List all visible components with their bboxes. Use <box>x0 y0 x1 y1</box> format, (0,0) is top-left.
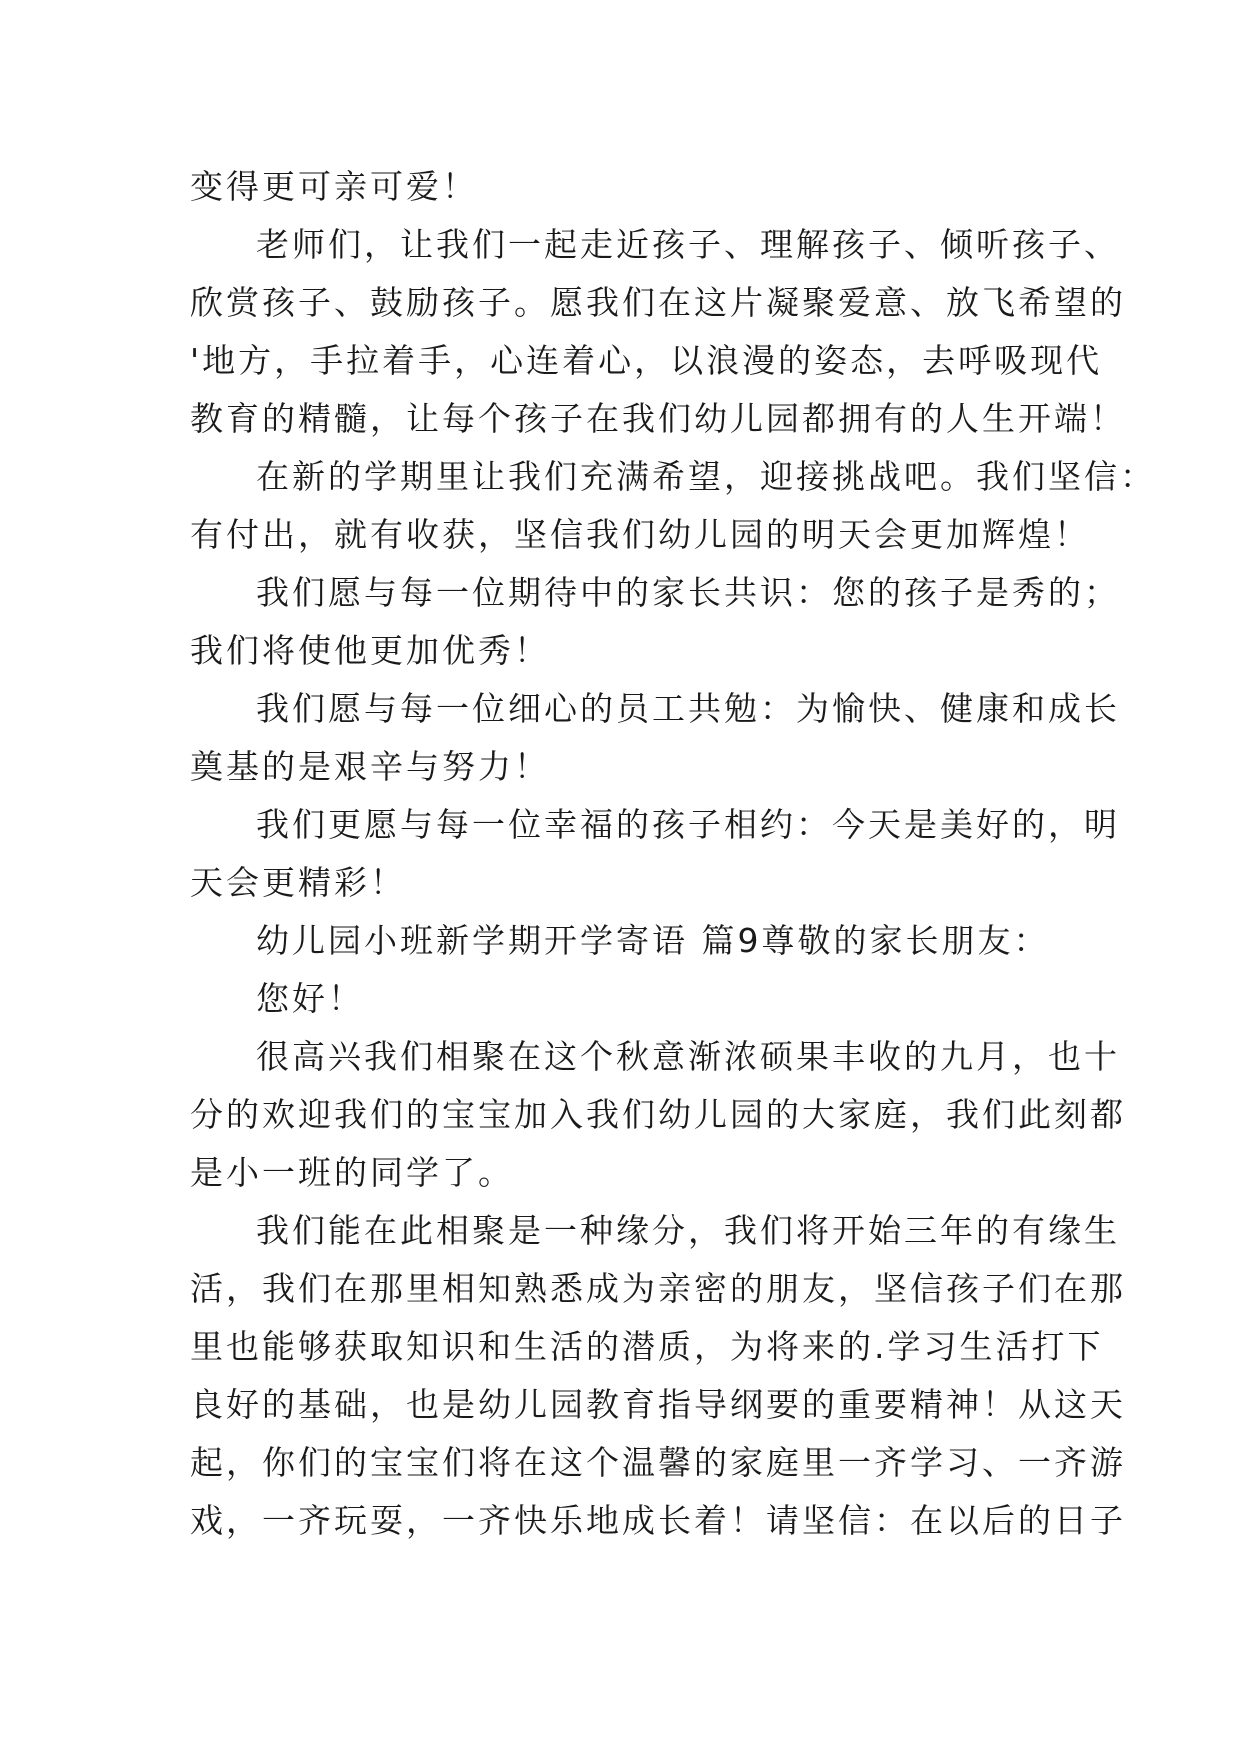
text-line: 我们更愿与每一位幸福的孩子相约：今天是美好的，明 <box>256 805 1120 844</box>
greeting-line: 您好！ <box>256 979 364 1018</box>
text-line: 分的欢迎我们的宝宝加入我们幼儿园的大家庭，我们此刻都 <box>190 1095 1126 1134</box>
body-text <box>190 158 1156 1550</box>
text-line: 活，我们在那里相知熟悉成为亲密的朋友，坚信孩子们在那 <box>190 1269 1126 1308</box>
section-heading-line: 幼儿园小班新学期开学寄语 篇9尊敬的家长朋友： <box>256 921 1050 960</box>
text-line: 天会更精彩！ <box>190 863 406 902</box>
text-line: 起，你们的宝宝们将在这个温馨的家庭里一齐学习、一齐游 <box>190 1443 1126 1482</box>
text-line: 奠基的是艰辛与努力！ <box>190 747 550 786</box>
text-line: 我们愿与每一位细心的员工共勉：为愉快、健康和成长 <box>256 689 1120 728</box>
text-line: 里也能够获取知识和生活的潜质，为将来的.学习生活打下 <box>190 1327 1104 1366</box>
text-line: 是小一班的同学了。 <box>190 1153 514 1192</box>
text-line: 很高兴我们相聚在这个秋意渐浓硕果丰收的九月，也十 <box>256 1037 1120 1076</box>
text-line: 老师们，让我们一起走近孩子、理解孩子、倾听孩子、 <box>256 225 1120 264</box>
text-line: 变得更可亲可爱！ <box>190 167 478 206</box>
text-line: 良好的基础，也是幼儿园教育指导纲要的重要精神！从这天 <box>190 1385 1126 1424</box>
text-line: 欣赏孩子、鼓励孩子。愿我们在这片凝聚爱意、放飞希望的 <box>190 283 1126 322</box>
text-line: 有付出，就有收获，坚信我们幼儿园的明天会更加辉煌！ <box>190 515 1090 554</box>
text-line: 教育的精髓，让每个孩子在我们幼儿园都拥有的人生开端！ <box>190 399 1126 438</box>
text-line: '地方，手拉着手，心连着心，以浪漫的姿态，去呼吸现代 <box>190 341 1103 380</box>
text-line: 在新的学期里让我们充满希望，迎接挑战吧。我们坚信： <box>256 457 1156 496</box>
text-line: 我们将使他更加优秀！ <box>190 631 550 670</box>
text-line: 我们能在此相聚是一种缘分，我们将开始三年的有缘生 <box>256 1211 1120 1250</box>
text-line: 戏，一齐玩耍，一齐快乐地成长着！请坚信：在以后的日子 <box>190 1501 1126 1540</box>
text-line: 我们愿与每一位期待中的家长共识：您的孩子是秀的； <box>256 573 1120 612</box>
